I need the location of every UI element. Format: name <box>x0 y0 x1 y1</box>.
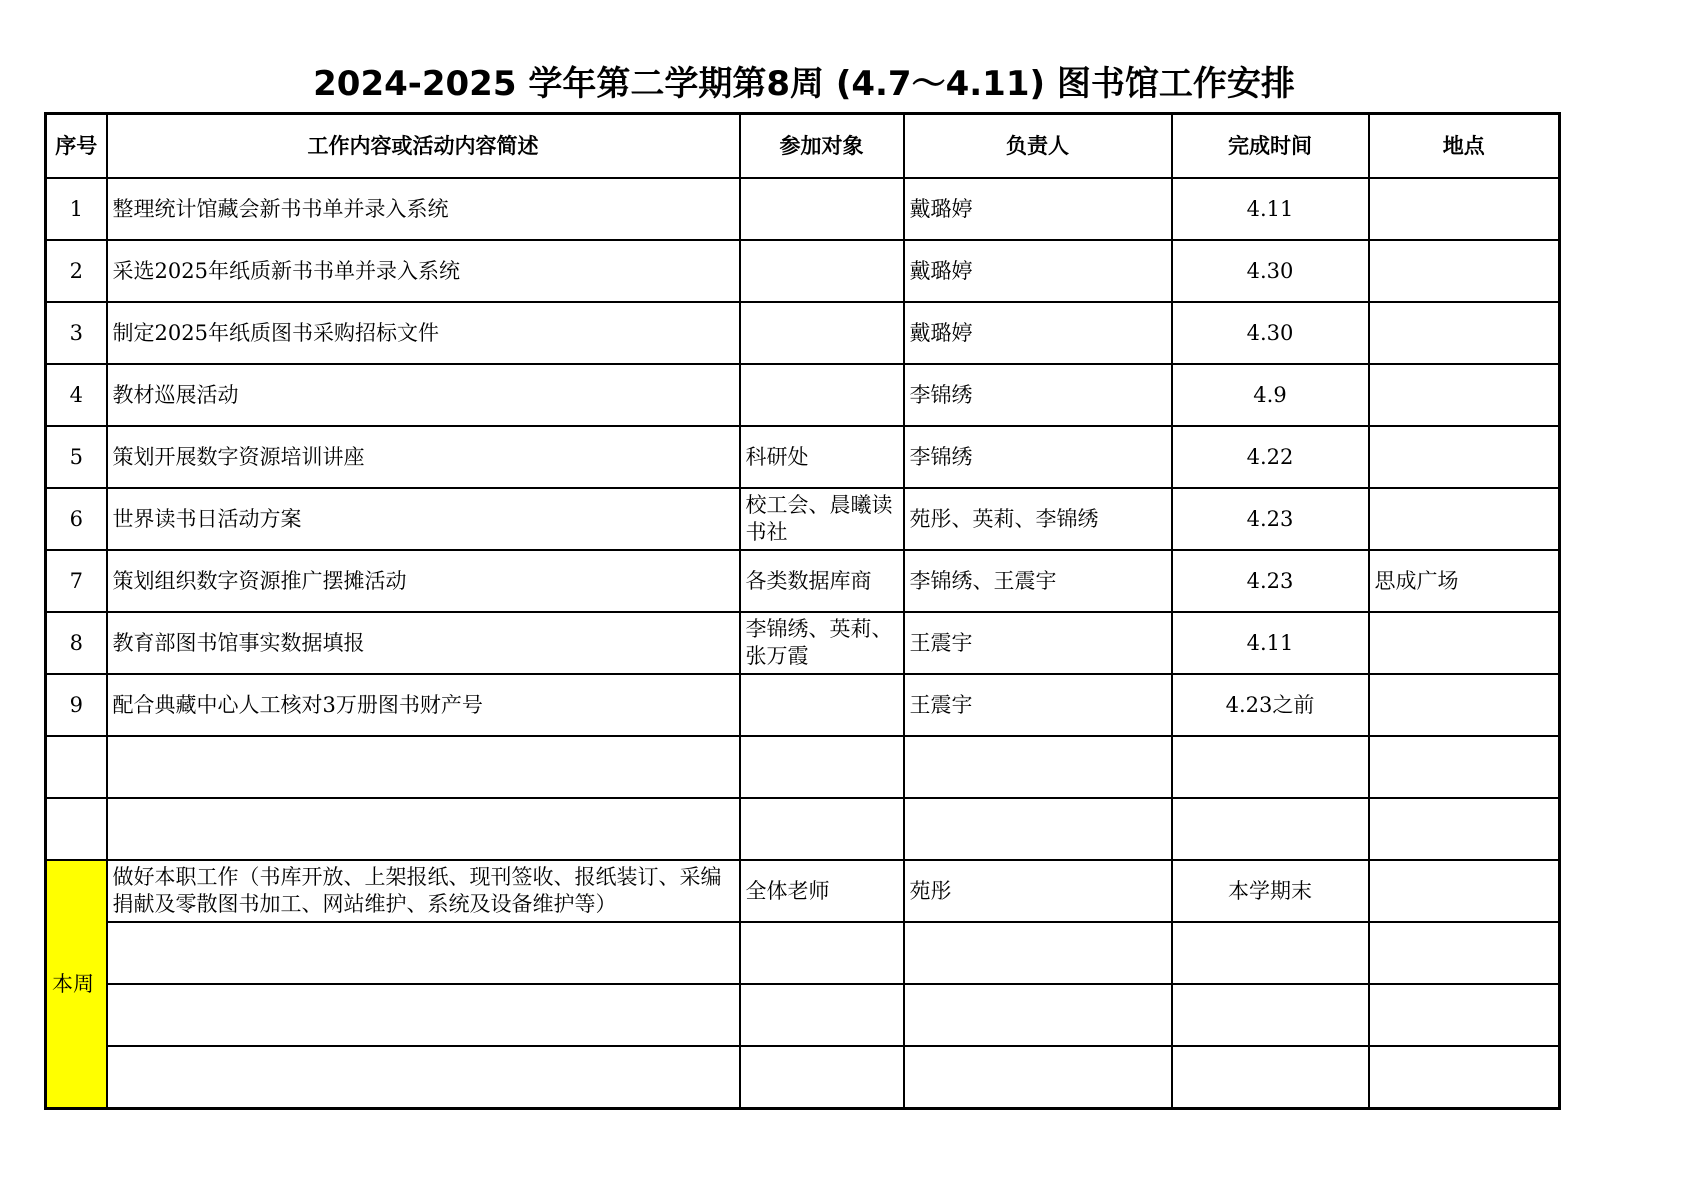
table-row <box>46 674 1560 736</box>
cell-participants: 李锦绣、英莉、张万霞 <box>740 612 904 674</box>
cell-owner: 王震宇 <box>904 674 1172 736</box>
cell-description: 教育部图书馆事实数据填报 <box>107 612 740 674</box>
cell-location <box>1369 674 1560 736</box>
cell-participants: 各类数据库商 <box>740 550 904 612</box>
cell-participants: 校工会、晨曦读书社 <box>740 488 904 550</box>
cell-participants <box>740 922 904 984</box>
cell-description <box>107 984 740 1046</box>
cell-owner: 苑彤、英莉、李锦绣 <box>904 488 1172 550</box>
this-week-label: 本周 <box>46 860 107 1109</box>
cell-completion-time: 本学期末 <box>1172 860 1369 922</box>
table-row <box>46 302 1560 364</box>
table-row <box>46 488 1560 550</box>
table-row <box>46 240 1560 302</box>
cell-completion-time: 4.9 <box>1172 364 1369 426</box>
table-row <box>46 984 1560 1046</box>
header-owner: 负责人 <box>904 114 1172 179</box>
header-description: 工作内容或活动内容简述 <box>107 114 740 179</box>
cell-participants <box>740 736 904 798</box>
cell-description: 教材巡展活动 <box>107 364 740 426</box>
table-row <box>46 798 1560 860</box>
cell-seq: 1 <box>46 178 107 240</box>
cell-location <box>1369 178 1560 240</box>
page-title: 2024-2025 学年第二学期第8周 (4.7～4.11) 图书馆工作安排 <box>313 64 1295 104</box>
cell-completion-time: 4.23 <box>1172 488 1369 550</box>
cell-description <box>107 798 740 860</box>
cell-seq: 9 <box>46 674 107 736</box>
cell-location <box>1369 426 1560 488</box>
cell-owner: 王震宇 <box>904 612 1172 674</box>
cell-owner <box>904 922 1172 984</box>
cell-description <box>107 736 740 798</box>
cell-owner: 李锦绣、王震宇 <box>904 550 1172 612</box>
cell-participants <box>740 674 904 736</box>
cell-seq: 6 <box>46 488 107 550</box>
cell-location <box>1369 922 1560 984</box>
cell-completion-time: 4.11 <box>1172 612 1369 674</box>
cell-participants: 科研处 <box>740 426 904 488</box>
cell-seq: 7 <box>46 550 107 612</box>
table-row <box>46 178 1560 240</box>
cell-location <box>1369 364 1560 426</box>
cell-seq: 8 <box>46 612 107 674</box>
cell-owner <box>904 1046 1172 1109</box>
cell-completion-time: 4.23 <box>1172 550 1369 612</box>
table-row <box>46 426 1560 488</box>
header-completion-time: 完成时间 <box>1172 114 1369 179</box>
cell-participants: 全体老师 <box>740 860 904 922</box>
header-participants: 参加对象 <box>740 114 904 179</box>
cell-owner: 戴璐婷 <box>904 302 1172 364</box>
cell-owner: 戴璐婷 <box>904 178 1172 240</box>
cell-completion-time <box>1172 736 1369 798</box>
header-location: 地点 <box>1369 114 1560 179</box>
cell-seq: 4 <box>46 364 107 426</box>
table-row <box>46 364 1560 426</box>
table-row <box>46 922 1560 984</box>
cell-seq <box>46 736 107 798</box>
cell-participants <box>740 302 904 364</box>
cell-participants <box>740 798 904 860</box>
cell-participants <box>740 364 904 426</box>
cell-completion-time <box>1172 798 1369 860</box>
cell-description <box>107 922 740 984</box>
cell-completion-time <box>1172 1046 1369 1109</box>
cell-description: 做好本职工作（书库开放、上架报纸、现刊签收、报纸装订、采编捐献及零散图书加工、网站维护、系统及设备维护等） <box>107 860 740 922</box>
cell-location: 思成广场 <box>1369 550 1560 612</box>
cell-location <box>1369 798 1560 860</box>
cell-completion-time: 4.23之前 <box>1172 674 1369 736</box>
cell-owner: 李锦绣 <box>904 426 1172 488</box>
cell-owner: 戴璐婷 <box>904 240 1172 302</box>
cell-seq: 5 <box>46 426 107 488</box>
cell-location <box>1369 488 1560 550</box>
cell-owner: 李锦绣 <box>904 364 1172 426</box>
cell-description: 整理统计馆藏会新书书单并录入系统 <box>107 178 740 240</box>
cell-location <box>1369 860 1560 922</box>
cell-owner <box>904 984 1172 1046</box>
table-row <box>46 736 1560 798</box>
cell-seq <box>46 798 107 860</box>
cell-description: 策划开展数字资源培训讲座 <box>107 426 740 488</box>
work-schedule-table <box>44 112 1561 1110</box>
cell-owner <box>904 798 1172 860</box>
cell-participants <box>740 1046 904 1109</box>
cell-completion-time <box>1172 922 1369 984</box>
cell-completion-time: 4.22 <box>1172 426 1369 488</box>
cell-location <box>1369 736 1560 798</box>
cell-completion-time: 4.11 <box>1172 178 1369 240</box>
cell-owner <box>904 736 1172 798</box>
cell-location <box>1369 984 1560 1046</box>
cell-location <box>1369 240 1560 302</box>
cell-location <box>1369 302 1560 364</box>
cell-seq: 3 <box>46 302 107 364</box>
cell-seq: 2 <box>46 240 107 302</box>
table-header-row <box>46 114 1560 179</box>
table-row <box>46 860 1560 922</box>
cell-participants <box>740 984 904 1046</box>
header-seq: 序号 <box>46 114 107 179</box>
cell-participants <box>740 178 904 240</box>
table-row <box>46 612 1560 674</box>
cell-completion-time <box>1172 984 1369 1046</box>
cell-description: 世界读书日活动方案 <box>107 488 740 550</box>
cell-owner: 苑彤 <box>904 860 1172 922</box>
cell-description: 制定2025年纸质图书采购招标文件 <box>107 302 740 364</box>
cell-completion-time: 4.30 <box>1172 302 1369 364</box>
cell-description <box>107 1046 740 1109</box>
cell-participants <box>740 240 904 302</box>
table-row <box>46 550 1560 612</box>
cell-completion-time: 4.30 <box>1172 240 1369 302</box>
cell-location <box>1369 1046 1560 1109</box>
cell-location <box>1369 612 1560 674</box>
cell-description: 策划组织数字资源推广摆摊活动 <box>107 550 740 612</box>
cell-description: 采选2025年纸质新书书单并录入系统 <box>107 240 740 302</box>
table-row <box>46 1046 1560 1109</box>
cell-description: 配合典藏中心人工核对3万册图书财产号 <box>107 674 740 736</box>
